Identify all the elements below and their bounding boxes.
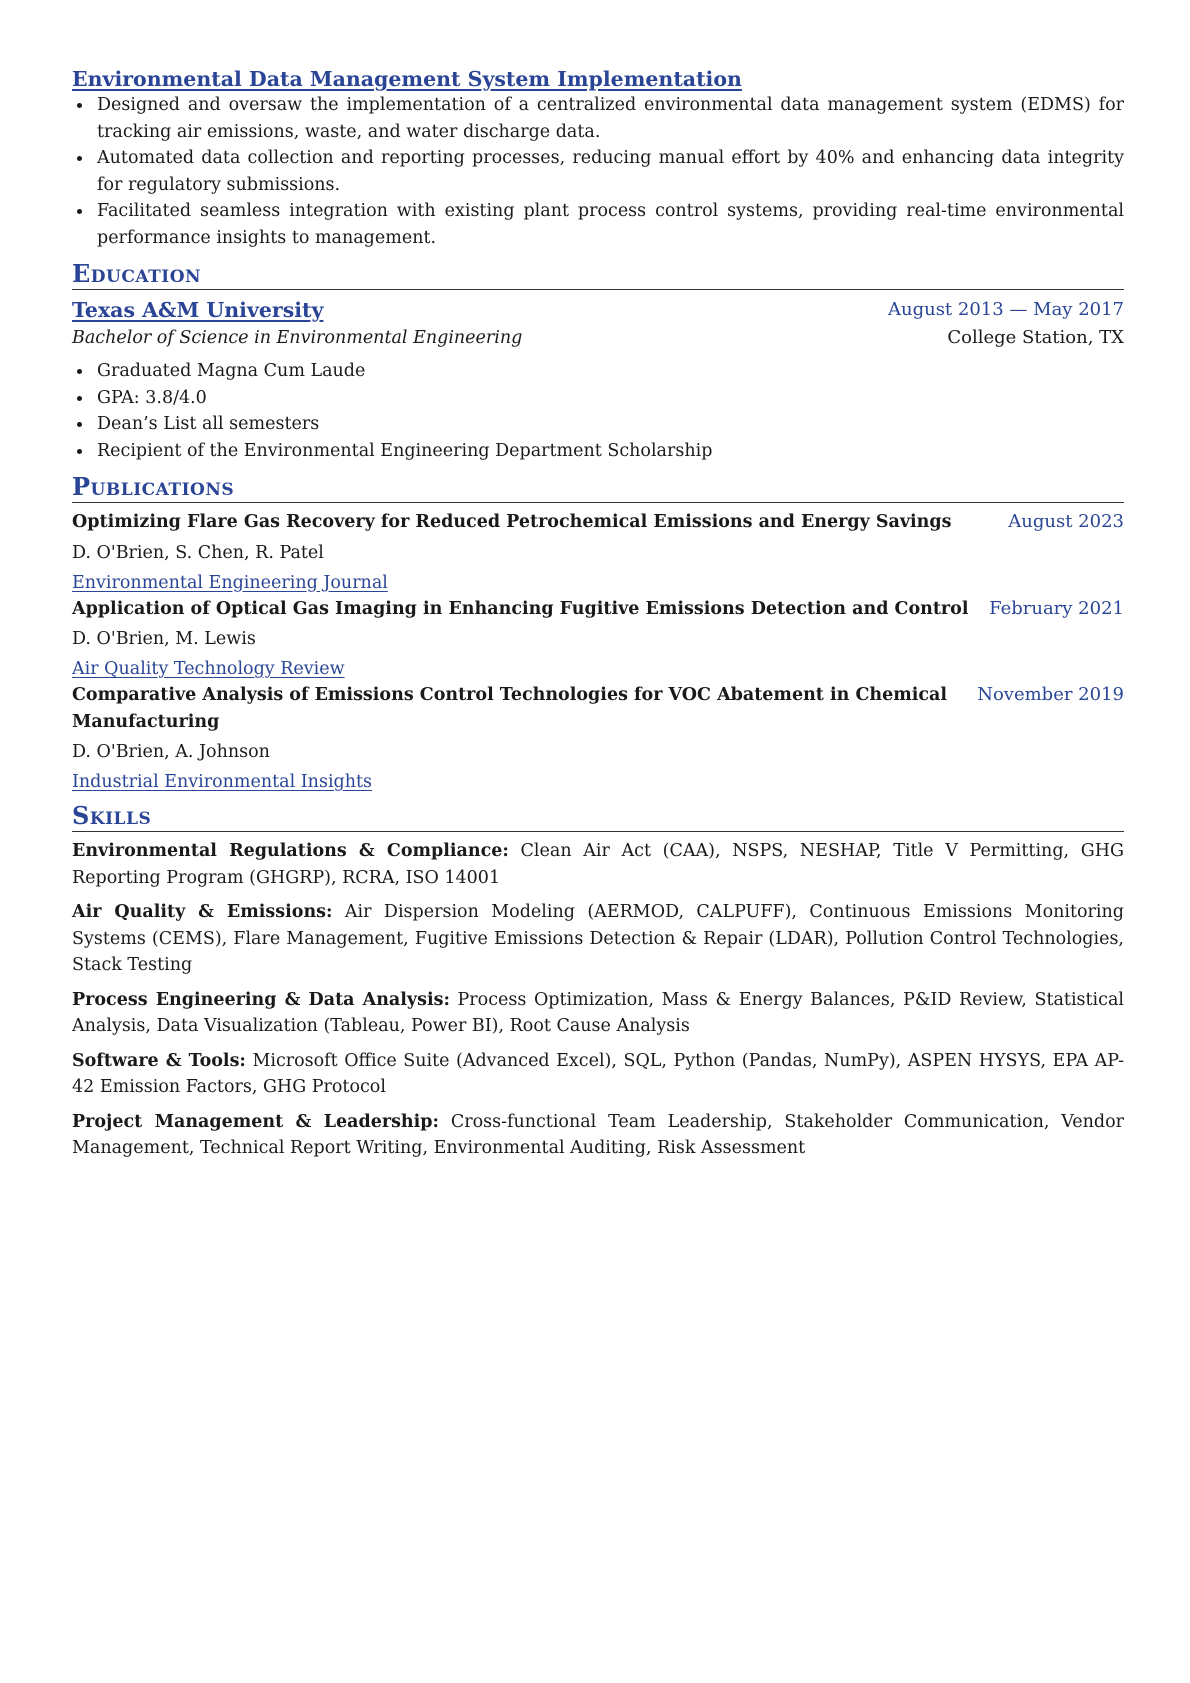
publication-header-row	[72, 509, 1124, 536]
project-title-link[interactable]: Environmental Data Management System Implementation	[72, 67, 742, 91]
publications-section	[72, 473, 1124, 795]
project-bullets	[72, 92, 1124, 251]
skill-item	[72, 987, 1124, 1040]
publication-authors: D. O'Brien, A. Johnson	[72, 742, 270, 762]
list-item: Automated data collection and reporting processes, reducing manual effort by 40% and enhancing data integrity for regulatory submissions.	[72, 145, 1124, 198]
list-item: Graduated Magna Cum Laude	[72, 358, 1124, 385]
skill-label: Process Engineering & Data Analysis:	[72, 989, 450, 1010]
project-section	[72, 66, 1124, 251]
publication-venue-link[interactable]: Industrial Environmental Insights	[72, 772, 373, 792]
publication-date: February 2021	[989, 597, 1124, 619]
publication-authors: D. O'Brien, S. Chen, R. Patel	[72, 542, 324, 563]
publication-date: August 2023	[1008, 511, 1124, 532]
publication-header-row	[72, 596, 1124, 623]
publication-header-row	[72, 682, 1124, 735]
education-institution-link[interactable]: Texas A&M University	[72, 298, 324, 322]
section-heading-skills: Skills	[72, 802, 1124, 832]
list-item: Recipient of the Environmental Engineering Department Scholarship	[72, 438, 1124, 465]
education-dates: August 2013 — May 2017	[887, 299, 1124, 320]
skill-label: Air Quality & Emissions:	[72, 902, 333, 922]
skill-label: Environmental Regulations & Compliance:	[72, 841, 509, 861]
section-heading-publications: Publications	[72, 473, 1124, 503]
list-item: Dean’s List all semesters	[72, 411, 1124, 438]
skill-text: Clean Air Act (CAA), NSPS, NESHAP, Title V Permitting, GHG Reporting Program (GHGRP), RCRA, ISO 14001	[72, 841, 1124, 888]
publication-item	[72, 509, 1124, 596]
publication-title: Optimizing Flare Gas Recovery for Reduced Petrochemical Emissions and Energy Savings	[72, 512, 952, 532]
list-item: Designed and oversaw the implementation of a centralized environmental data management system (EDMS) for tracking air emissions, waste, and water discharge data.	[72, 92, 1124, 145]
skill-label: Software & Tools:	[72, 1050, 246, 1071]
skill-text: Microsoft Office Suite (Advanced Excel), SQL, Python (Pandas, NumPy), ASPEN HYSYS, EPA AP-42 Emission Factors, GHG Protocol	[72, 1050, 1125, 1097]
publication-authors: D. O'Brien, M. Lewis	[72, 629, 256, 649]
publication-date: November 2019	[977, 684, 1124, 705]
publication-venue-link[interactable]: Environmental Engineering Journal	[72, 572, 388, 593]
publication-item	[72, 596, 1124, 683]
education-sub-row	[72, 324, 1124, 352]
publication-title: Comparative Analysis of Emissions Control Technologies for VOC Abatement in Chemical Manufacturing	[72, 685, 948, 732]
list-item: Facilitated seamless integration with existing plant process control systems, providing real-time environmental performance insights to management.	[72, 198, 1124, 251]
publication-item	[72, 682, 1124, 795]
education-header-row	[72, 296, 1124, 324]
skill-item	[72, 838, 1124, 891]
skill-text: Cross-functional Team Leadership, Stakeholder Communication, Vendor Management, Technical Report Writing, Environmental Auditing, Risk Assessment	[72, 1111, 1124, 1158]
education-section	[72, 260, 1124, 464]
publication-venue-link[interactable]: Air Quality Technology Review	[72, 659, 345, 679]
skill-item	[72, 1048, 1124, 1101]
skill-label: Project Management & Leadership:	[72, 1111, 439, 1132]
education-location: College Station, TX	[947, 327, 1124, 348]
skills-section	[72, 802, 1124, 1162]
skill-text: Process Optimization, Mass & Energy Balances, P&ID Review, Statistical Analysis, Data Visualization (Tableau, Power BI), Root Cause Analysis	[72, 989, 1124, 1036]
education-degree: Bachelor of Science in Environmental Engineering	[72, 328, 523, 348]
skill-text: Air Dispersion Modeling (AERMOD, CALPUFF), Continuous Emissions Monitoring Systems (CEMS), Flare Management, Fugitive Emissions Detection & Repair (LDAR), Pollution Control Technologies, Stack Testing	[72, 902, 1124, 975]
publication-title: Application of Optical Gas Imaging in Enhancing Fugitive Emissions Detection and Control	[72, 598, 969, 619]
skill-item	[72, 899, 1124, 979]
education-bullets	[72, 358, 1124, 464]
skill-item	[72, 1109, 1124, 1162]
list-item: GPA: 3.8/4.0	[72, 385, 1124, 412]
section-heading-education: Education	[72, 260, 1124, 290]
